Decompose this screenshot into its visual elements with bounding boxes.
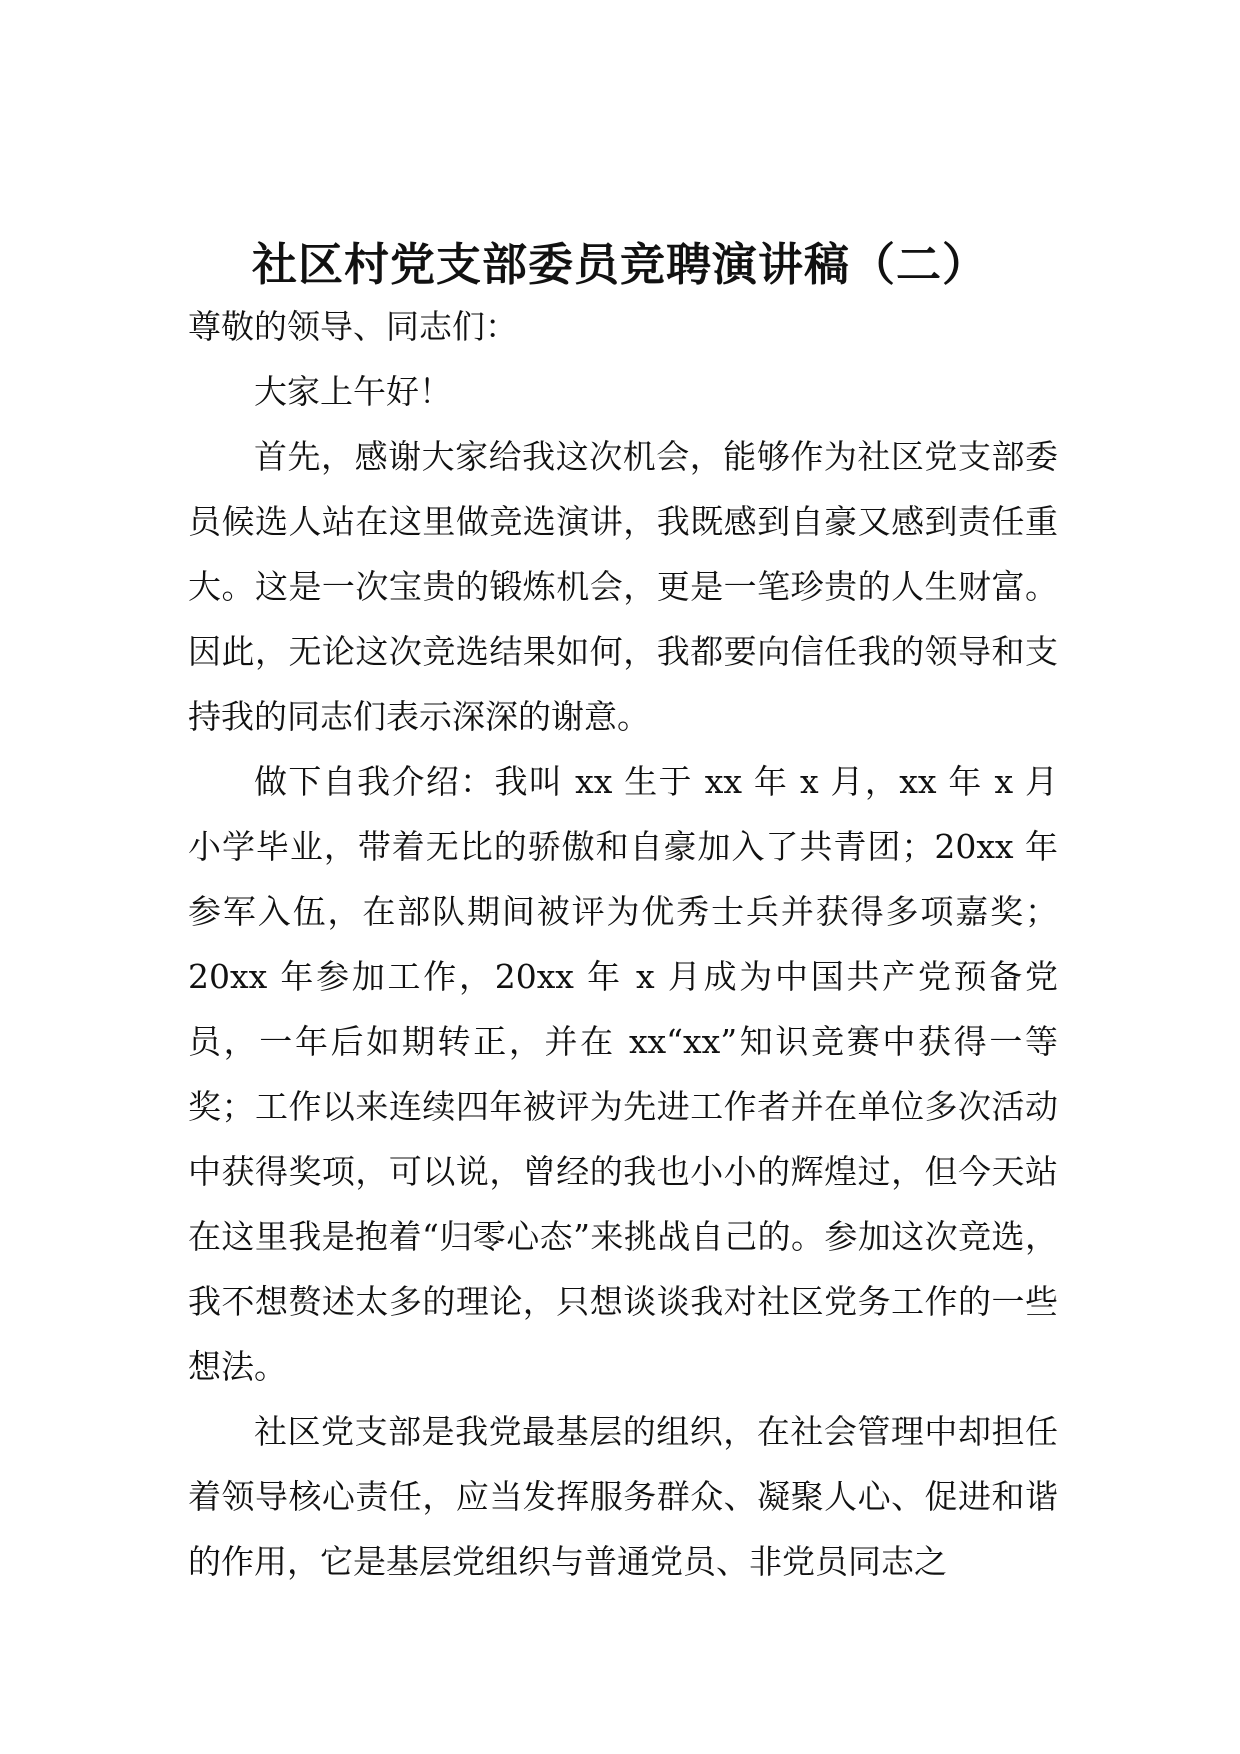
document-title: 社区村党支部委员竞聘演讲稿（二） — [251, 238, 988, 291]
paragraph-greeting: 大家上午好！ — [254, 372, 452, 411]
paragraph-thanks: 首先，感谢大家给我这次机会，能够作为社区党支部委员候选人站在这里做竞选演讲，我既感到自豪又感到责任重大。这是一次宝贵的锻炼机会，更是一笔珍贵的人生财富。因此，无论这次竞选结果如何，我都要向信任我的领导和支持我的同志们表示深深的谢意。 — [188, 437, 1058, 736]
salutation: 尊敬的领导、同志们： — [188, 307, 518, 346]
paragraph-self-introduction: 做下自我介绍：我叫 xx 生于 xx 年 x 月，xx 年 x 月小学毕业，带着无比的骄傲和自豪加入了共青团；20xx 年参军入伍，在部队期间被评为优秀士兵并获得多项嘉奖；20xx 年参加工作，20xx 年 x 月成为中国共产党预备党员，一年后如期转正，并在 xx“xx”知识竞赛中获得一等奖；工作以来连续四年被评为先进工作者并在单位多次活动中获得奖项，可以说，曾经的我也小小的辉煌过，但今天站在这里我是抱着“归零心态”来挑战自己的。参加这次竞选，我不想赘述太多的理论，只想谈谈我对社区党务工作的一些想法。 — [188, 762, 1058, 1386]
paragraph-party-branch: 社区党支部是我党最基层的组织，在社会管理中却担任着领导核心责任，应当发挥服务群众、凝聚人心、促进和谐的作用，它是基层党组织与普通党员、非党员同志之 — [188, 1412, 1058, 1581]
document-body — [188, 294, 1058, 1594]
